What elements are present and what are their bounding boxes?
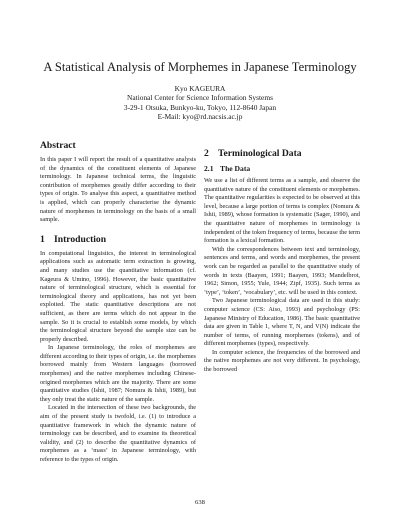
- section2-heading: [204, 148, 360, 160]
- section2-paragraph-2: With the correspondences between text and terminology, sentences and terms, and words and morphemes, the present work can be regarded as parallel to the quantitative study of words in texts (Baayen, 1991; Baayen, 1993; Mandelbrot, 1962; Simon, 1955; Yule, 1944; Zipf, 1935). Such terms as ‘type’, ‘token’, ‘vocabulary’, etc. will be used in this context.: [204, 245, 360, 296]
- section2-paragraph-4: In computer science, the frequencies of the borrowed and the native morphemes are not very different. In psychology, the borrowed: [204, 348, 360, 374]
- intro-number: 1: [40, 233, 45, 245]
- author-affiliation: National Center for Science Information Systems: [127, 93, 273, 103]
- intro-title: Introduction: [54, 233, 107, 245]
- author-block: [0, 84, 400, 122]
- intro-paragraph-3: Located in the intersection of these two backgrounds, the aim of the present study is twofold, i.e. (1) to introduce a quantitative framework in which the dynamic nature of terminology can be described, and to examine its theoretical validity, and (2) to describe the quantitative dynamics of morphemes as a ‘mass’ in Japanese terminology, with reference to the types of origin.: [40, 404, 196, 463]
- right-column: [204, 140, 360, 375]
- author-address: 3-29-1 Otsuka, Bunkyo-ku, Tokyo, 112-8640 Japan: [123, 102, 277, 112]
- abstract-heading: Abstract: [40, 140, 76, 151]
- author-name: Kyo KAGEURA: [174, 84, 226, 93]
- section2-number: 2: [204, 148, 209, 159]
- subsection-number: 2.1: [204, 164, 214, 173]
- intro-paragraph-2: In Japanese terminology, the roles of morphemes are different according to their types of origin, i.e. the morphemes borrowed mainly from Western languages (borrowed morphemes) and the native morphemes including Chinese-origined morphemes which are the majority. There are some quantitative studies (Ishii, 1987; Nomura & Ishii, 1989), but they only treat the static nature of the sample.: [40, 344, 196, 403]
- section2-paragraph-3: Two Japanese terminological data are used in this study: computer science (CS: Aiso, 1993) and psychology (PS: Japanese Ministry of Education, 1986). The basic quantitative data are given in Table 1, where T, N, and V(N) indicate the number of terms, of running morphemes (tokens), and of different morphemes (types), respectively.: [204, 297, 360, 348]
- page-number: 638: [195, 499, 205, 506]
- author-email: E-Mail: kyo@rd.nacsis.ac.jp: [157, 112, 243, 122]
- intro-paragraph-1: In computational linguistics, the interest in terminological applications such as automatic term extraction is growing, and many studies use the quantitative information (cf. Kageura & Umino, 1996). However, the basic quantitative nature of terminological structure, which is essential for terminological theory and applications, has not yet been exploited. The static quantitative descriptions are not sufficient, as there are terms which do not appear in the sample. So it is crucial to establish some models, by which the terminological structure beyond the sample size can be properly described.: [40, 249, 196, 343]
- section2-title: Terminological Data: [218, 148, 302, 159]
- abstract-text: In this paper I will report the result of a quantitative analysis of the dynamics of the constituent elements of Japanese terminology. In Japanese technical terms, the linguistic contribution of morphemes greatly differ according to their types of origin. To analyse this aspect, a quantitative method is applied, which can properly characterise the dynamic nature of morphemes in terminology on the basis of a small sample.: [40, 156, 196, 224]
- intro-heading: [40, 234, 196, 246]
- paper-title: A Statistical Analysis of Morphemes in Japanese Terminology: [43, 60, 357, 74]
- left-column: [40, 140, 196, 465]
- subsection-title: The Data: [220, 164, 251, 173]
- section2-paragraph-1: We use a list of different terms as a sample, and observe the quantitative nature of the constituent elements or morphemes. The quantitative regularities is expected to be observed at this level, because a large portion of terms is complex (Nomura & Ishii, 1989), whose formation is systematic (Sager, 1990), and the quantitative nature of morphemes in terminology is independent of the token frequency of terms, because the term formation is a lexical formation.: [204, 177, 360, 245]
- subsection-heading: [204, 164, 360, 173]
